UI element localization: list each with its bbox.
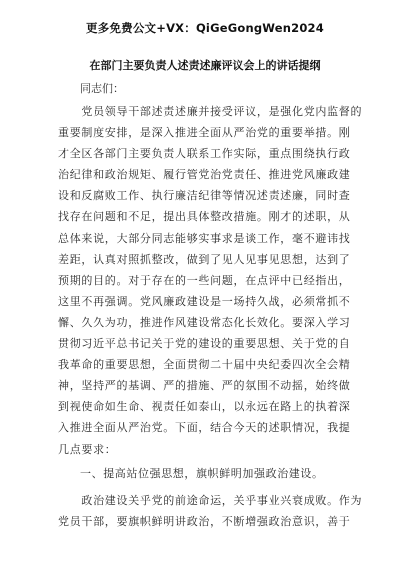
text-line: 治纪律和政治规矩、履行管党治党责任、推进党风廉政建 <box>58 168 351 182</box>
text-line: 几点要求： <box>58 442 117 456</box>
text-line: 到视使命如生命、视责任如泰山，以永远在路上的执着深 <box>58 400 351 414</box>
text-line: 差距，认真对照抓整改，做到了见人见事见思想，达到了 <box>58 252 351 266</box>
text-line: 总体来说，大部分同志能够实事求是谈工作，毫不避讳找 <box>58 231 351 245</box>
text-line: 政治建设关乎党的前途命运，关乎事业兴衰成败。作为 <box>58 494 363 507</box>
text-line: 党员干部，要旗帜鲜明讲政治，不断增强政治意识，善于 <box>58 515 351 529</box>
text-line: 神，坚持严的基调、严的措施、严的氛围不动摇，始终做 <box>58 379 351 393</box>
text-line: 入推进全面从严治党。下面，结合今天的述职情况，我提 <box>58 421 351 435</box>
salutation: 同志们： <box>80 82 124 95</box>
text-line: 预期的目的。对于存在的一些问题，在点评中已经指出， <box>58 273 351 287</box>
text-line: 我革命的重要思想，全面贯彻二十届中央纪委四次全会精 <box>58 358 351 372</box>
text-line: 重要制度安排，是深入推进全面从严治党的重要举措。刚 <box>58 126 351 140</box>
text-line: 设和反腐败工作、执行廉洁纪律等情况述责述廉，同时查 <box>58 189 351 203</box>
text-line: 党员领导干部述责述廉并接受评议，是强化党内监督的 <box>58 105 363 118</box>
document-title: 在部门主要负责人述责述廉评议会上的讲话提纲 <box>89 59 321 72</box>
promo-header: 更多免费公文+VX：QiGeGongWen2024 <box>86 21 324 35</box>
text-line: 懈、久久为功，推进作风建设常态化长效化。要深入学习 <box>58 315 351 329</box>
paragraph-2 <box>58 490 363 532</box>
paragraph-1 <box>58 101 363 460</box>
text-line: 找存在问题和不足，提出具体整改措施。刚才的述职，从 <box>58 210 351 224</box>
section-heading: 一、提高站位强思想，旗帜鲜明加强政治建设。 <box>80 467 324 480</box>
text-line: 这里不再强调。党风廉政建设是一场持久战，必须常抓不 <box>58 294 351 308</box>
text-line: 贯彻习近平总书记关于党的建设的重要思想、关于党的自 <box>58 337 351 351</box>
text-line: 才全区各部门主要负责人联系工作实际，重点围绕执行政 <box>58 147 351 161</box>
